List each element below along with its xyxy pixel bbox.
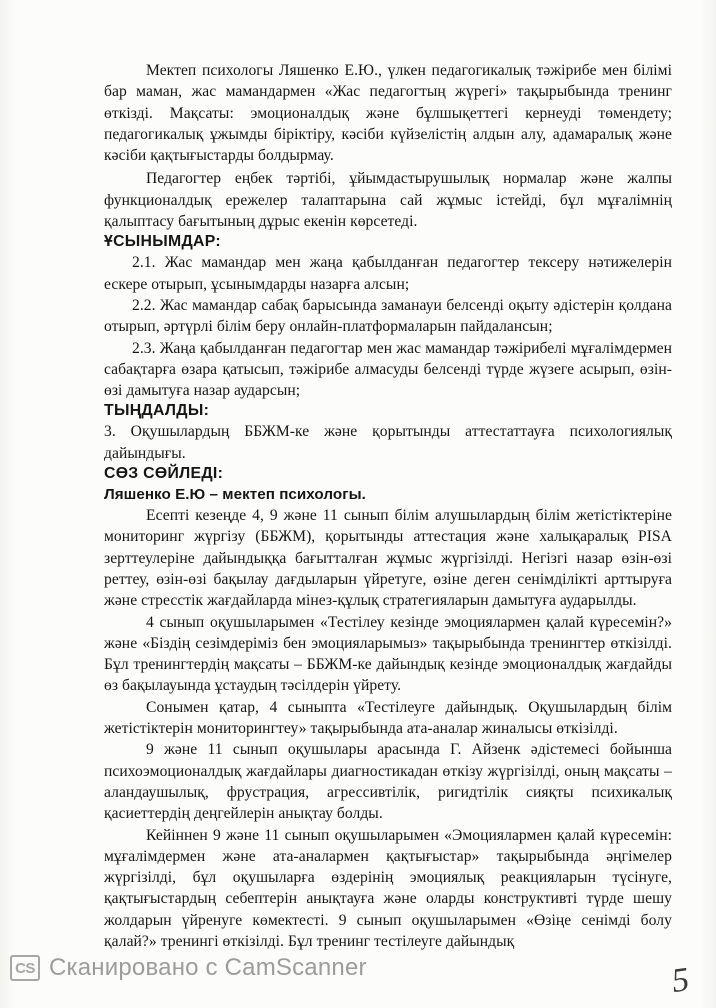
watermark-text: Сканировано с CamScanner <box>49 954 367 981</box>
camscanner-logo-icon: CS <box>10 955 40 981</box>
paragraph-eysenck-diagnostics: 9 және 11 сынып оқушылары арасында Г. Айзенк әдістемесі бойынша психоэмоционалдық жағдайлары диагностикадан өткізу жүргізілді, оның мақсаты – аландаушылық, фрустрация, агрессивтілік, ригидтілік сияқты психикалық қасиеттердің деңгейлерін анықтау болды. <box>104 741 672 823</box>
heading-recommendations: ҰСЫНЫМДАР: <box>104 233 221 251</box>
heading-spoke: СӨЗ СӨЙЛЕДІ: <box>104 465 224 483</box>
heading-heard: ТЫҢДАЛДЫ: <box>104 402 210 420</box>
recommendation-2-3: 2.3. Жаңа қабылданған педагогтар мен жас мамандар тәжірибелі мұғалімдермен сабақтарға өзара қатысып, тәжірибе алмасуды белсенді түрде жүзеге асырып, өзін-өзі дамытуға назар аударсын; <box>104 339 672 400</box>
paragraph-parents-meeting: Сонымен қатар, 4 сыныпта «Тестілеуге дайындық. Оқушылардың білім жетістіктерін мониторингтеу» тақырыбында ата-аналар жиналысы өткізілді. <box>104 698 672 738</box>
page-number: 5 <box>669 961 692 1001</box>
paragraph-teachers: Педагогтер еңбек тәртібі, ұйымдастырушылық нормалар және жалпы функционалдық ережелер талаптарына сай жұмыс істейді, бұл мұғалімнің қалыптасу бағытының дұрыс екенін көрсетеді. <box>104 170 672 231</box>
paragraph-reporting-period: Есепті кезеңде 4, 9 және 11 сынып білім алушылардың білім жетістіктеріне мониторинг жүргізу (ББЖМ), қорытынды аттестация және халықаралық PISA зерттеулеріне дайындыққа бағытталған жұмыс жүргізілді. Негізгі назар өзін-өзі реттеу, өзін-өзі бақылау дағдыларын үйретуге, өзіне деген сенімділікті арттыруға және стресстік жағдайларда мінез-құлық стратегияларын дамытуға аударылды. <box>104 507 672 610</box>
paragraph-conversations: Кейіннен 9 және 11 сынып оқушыларымен «Эмоциялармен қалай күресемін: мұғалімдермен және ата-аналармен қақтығыстар» тақырыбында әңгімелер жүргізілді, бұл оқушыларға өздерінің эмоциялық реакцияларын түсінуге, қақтығыстардың себептерін анықтауға және оларды конструктивті түрде шешу жолдарын үйренуге көмектесті. 9 сынып оқушыларымен «Өзіңе сенімді болу қалай?» тренингі өткізілді. Бұл тренинг тестілеуге дайындық <box>104 826 672 950</box>
camscanner-watermark <box>10 953 367 983</box>
recommendation-2-2: 2.2. Жас мамандар сабақ барысында заманауи белсенді оқыту әдістерін қолдана отырып, әртүрлі білім беру онлайн-платформаларын пайдалансын; <box>104 296 672 336</box>
document-body <box>104 60 672 952</box>
speaker-name: Ляшенко Е.Ю – мектеп психологы. <box>104 486 366 504</box>
paragraph-grade4-trainings: 4 сынып оқушыларымен «Тестілеу кезінде эмоциялармен қалай күресемін?» және «Біздің сезімдеріміз бен эмоцияларымыз» тақырыбында тренингтер өткізілді. Бұл тренингтердің мақсаты – ББЖМ-ке дайындық кезінде эмоционалдық жағдайды өз бақылауында ұстаудың тәсілдерін үйрету. <box>104 613 672 695</box>
paragraph-training: Мектеп психологы Ляшенко Е.Ю., үлкен педагогикалық тәжірибе мен білімі бар маман, жас мамандармен «Жас педагогтың жүрегі» тақырыбында тренинг өткізді. Мақсаты: эмоционалдық және бұлшықеттегі кернеуді төмендету; педагогикалық ұжымды біріктіру, кәсіби күйзелістің алдын алу, адамаралық және кәсіби қақтығыстарды болдырмау. <box>104 62 672 165</box>
agenda-item-3: 3. Оқушылардың ББЖМ-ке және қорытынды аттестаттауға психологиялық дайындығы. <box>104 423 672 462</box>
recommendation-2-1: 2.1. Жас мамандар мен жаңа қабылданған педагогтер тексеру нәтижелерін ескере отырып, ұсынымдарды назарға алсын; <box>104 254 672 293</box>
